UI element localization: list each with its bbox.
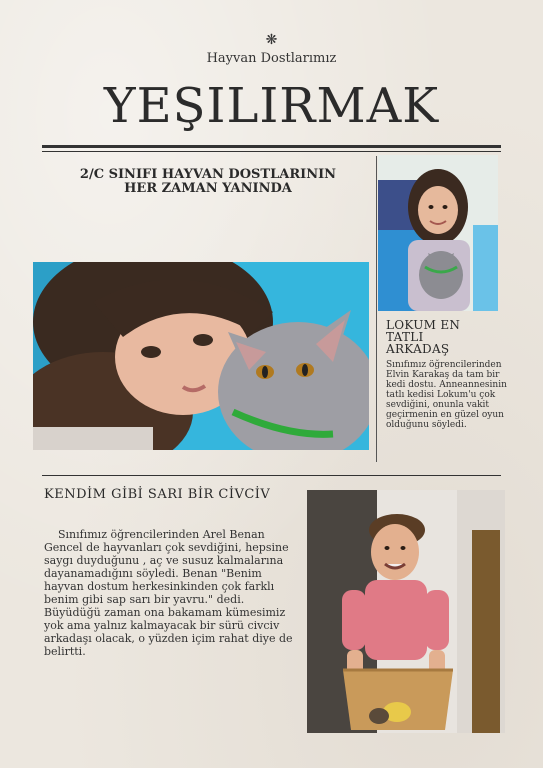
sidebar-headline-line3: ARKADAŞ [386, 342, 450, 356]
story-article-text: Sınıfımız öğrencilerinden Arel Benan Gencel de hayvanları çok sevdiğini, hepsine saygı duyduğunu , aç ve susuz kalmalarına dayanamadığını söyledi. Benan "Benim hayvan dostum herkesinkinden çok farklı benim gibi sap sarı bir yavru." dedi. Büyüdüğü zaman ona bakamam kümesimiz yok ama yalnız kalmayacak bir sürü civciv arkadaşı olacak, o yüzden içim rahat diye de belirtti. [44, 528, 293, 658]
story-headline: KENDİM GİBİ SARI BİR CİVCİV [44, 487, 271, 502]
sidebar-headline [386, 319, 506, 355]
ornament-icon: ❋ [265, 32, 278, 48]
masthead-title: YEŞILIRMAK [103, 78, 440, 134]
section-kicker: Hayvan Dostlarımız [206, 51, 337, 66]
sidebar-headline-line1: LOKUM EN [386, 318, 461, 332]
girl-with-cat-photo [33, 262, 369, 450]
girl-holding-cat-photo [378, 155, 498, 311]
sidebar-article-text: Sınıfımız öğrencilerinden Elvin Karakaş da tam bir kedi dostu. Anneannesinin tatlı kedisi Lokum'u çok sevdiğini, onunla vakit geçirmenin en güzel oyun olduğunu söyledi. [386, 360, 507, 430]
boy-with-chick-photo [307, 490, 505, 733]
masthead-rule-thick [42, 145, 501, 148]
masthead-rule-thin [42, 151, 501, 152]
lead-headline-line1: 2/C SINIFI HAYVAN DOSTLARININ [79, 167, 337, 182]
lead-headline [42, 168, 374, 196]
column-divider [376, 156, 377, 462]
sidebar-headline-line2: TATLI [386, 330, 424, 344]
lead-headline-line2: HER ZAMAN YANINDA [124, 181, 292, 196]
section-rule [42, 475, 501, 476]
